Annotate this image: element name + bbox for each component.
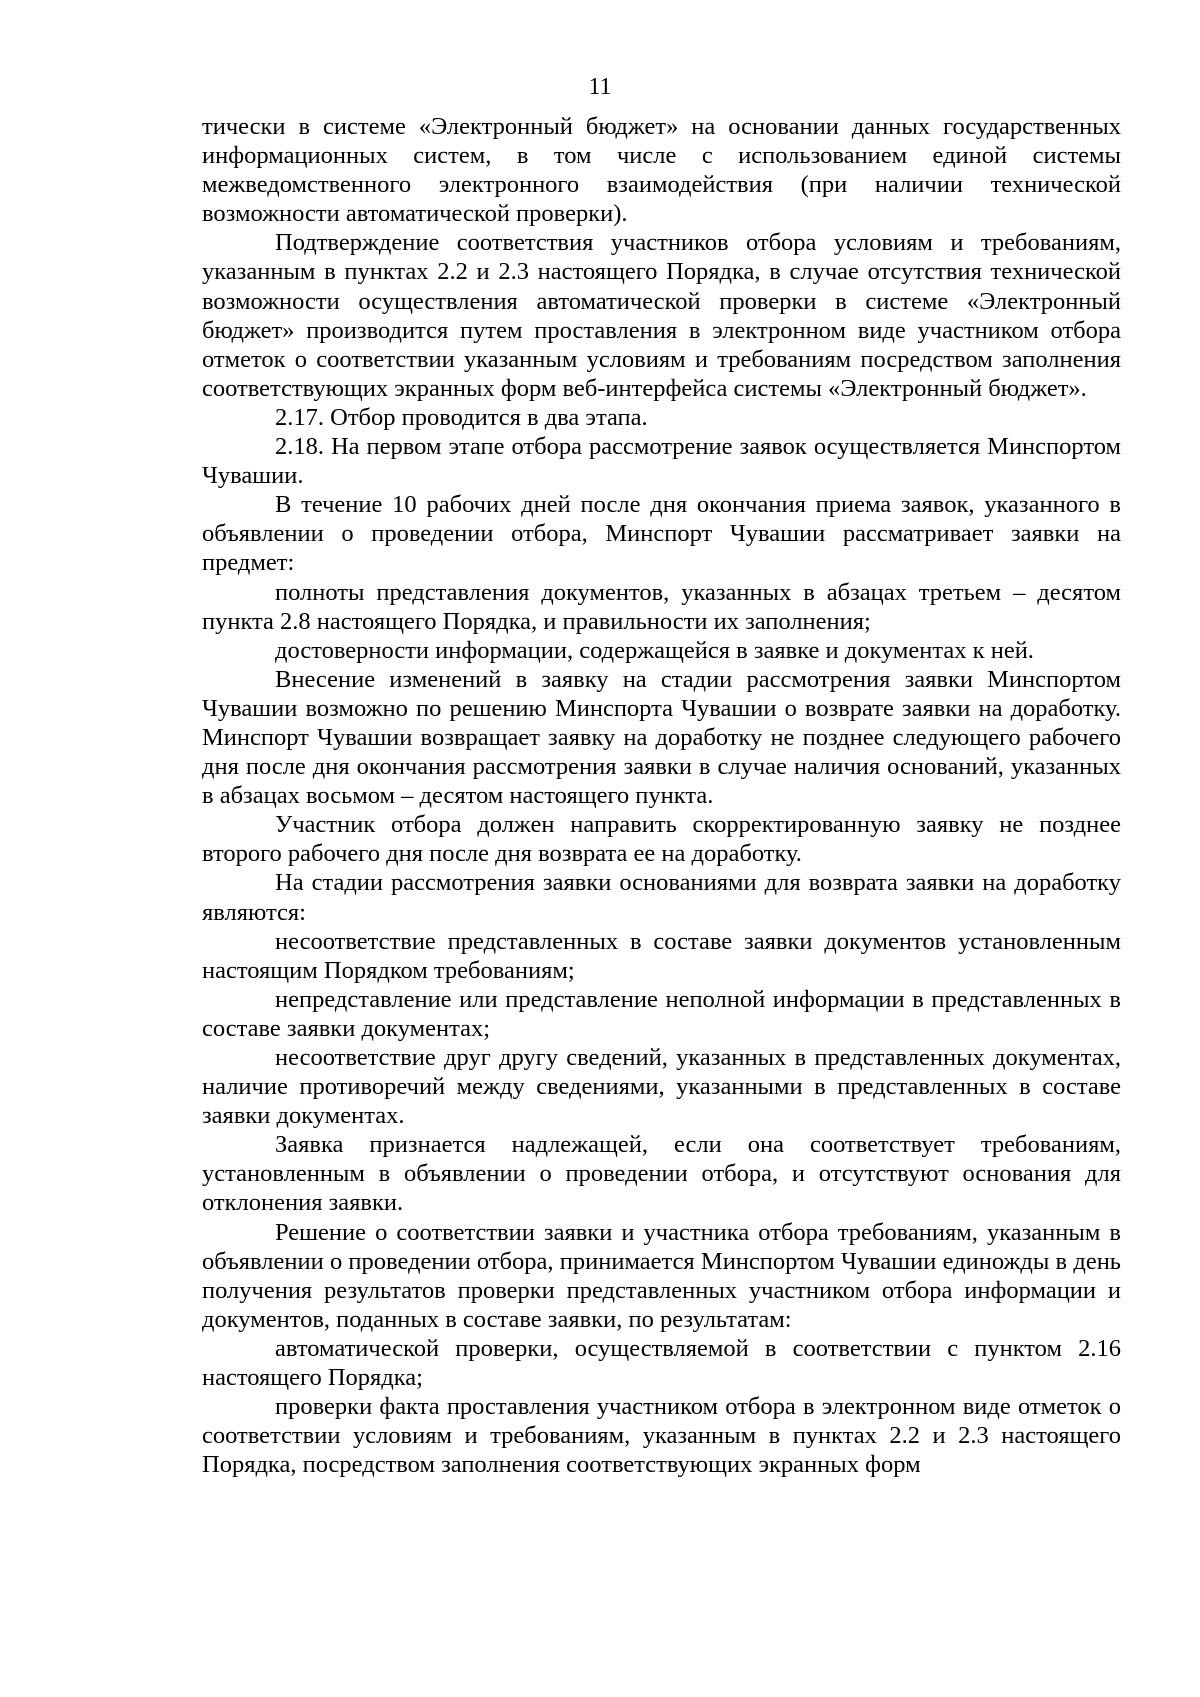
paragraph: Решение о соответствии заявки и участника отбора требованиям, указанным в объявлении о проведении отбора, принимается Минспортом Чувашии единожды в день получения результатов проверки представленных участником отбора информации и документов, поданных в составе заявки, по результатам: [202,1218,1121,1333]
document-body [202,112,1121,1479]
paragraph: достоверности информации, содержащейся в заявке и документах к ней. [275,636,1034,664]
paragraph: В течение 10 рабочих дней после дня окончания приема заявок, указанного в объявлении о проведении отбора, Минспорт Чувашии рассматривает заявки на предмет: [202,491,1121,577]
paragraph: проверки факта проставления участником отбора в электронном виде отметок о соответствии условиям и требованиям, указанным в пунктах 2.2 и 2.3 настоящего Порядка, посредством заполнения соответствующих экранных форм [202,1393,1121,1479]
paragraph: Заявка признается надлежащей, если она соответствует требованиям, установленным в объявлении о проведении отбора, и отсутствуют основания для отклонения заявки. [202,1131,1121,1217]
page-number: 11 [588,74,612,100]
paragraph-clause-2-17: 2.17. Отбор проводится в два этапа. [275,403,648,431]
paragraph-clause-2-18: 2.18. На первом этапе отбора рассмотрение заявок осуществляется Минспортом Чувашии. [202,433,1121,490]
paragraph: несоответствие друг другу сведений, указанных в представленных документах, наличие противоречий между сведениями, указанными в представленных в составе заявки документах. [202,1044,1121,1130]
paragraph: несоответствие представленных в составе заявки документов установленным настоящим Порядком требованиям; [202,927,1121,984]
paragraph-continuation: тически в системе «Электронный бюджет» на основании данных государственных информационных систем, в том числе с использованием единой системы межведомственного электронного взаимодействия (при наличии технической возможности автоматической проверки). [202,113,1121,228]
paragraph: полноты представления документов, указанных в абзацах третьем – десятом пункта 2.8 настоящего Порядка, и правильности их заполнения; [202,578,1121,635]
paragraph: Участник отбора должен направить скорректированную заявку не позднее второго рабочего дня после дня возврата ее на доработку. [202,811,1121,868]
paragraph: Подтверждение соответствия участников отбора условиям и требованиям, указанным в пунктах 2.2 и 2.3 настоящего Порядка, в случае отсутствия технической возможности осуществления автоматической проверки в системе «Электронный бюджет» производится путем проставления в электронном виде участником отбора отметок о соответствии указанным условиям и требованиям посредством заполнения соответствующих экранных форм веб-интерфейса системы «Электронный бюджет». [202,229,1121,402]
paragraph: автоматической проверки, осуществляемой в соответствии с пунктом 2.16 настоящего Порядка; [202,1334,1121,1392]
paragraph: непредставление или представление неполной информации в представленных в составе заявки документах; [202,985,1121,1042]
paragraph: Внесение изменений в заявку на стадии рассмотрения заявки Минспортом Чувашии возможно по решению Минспорта Чувашии о возврате заявки на доработку. Минспорт Чувашии возвращает заявку на доработку не позднее следующего рабочего дня после дня окончания рассмотрения заявки в случае наличия оснований, указанных в абзацах восьмом – десятом настоящего пункта. [202,665,1121,810]
paragraph: На стадии рассмотрения заявки основаниями для возврата заявки на доработку являются: [202,869,1121,926]
